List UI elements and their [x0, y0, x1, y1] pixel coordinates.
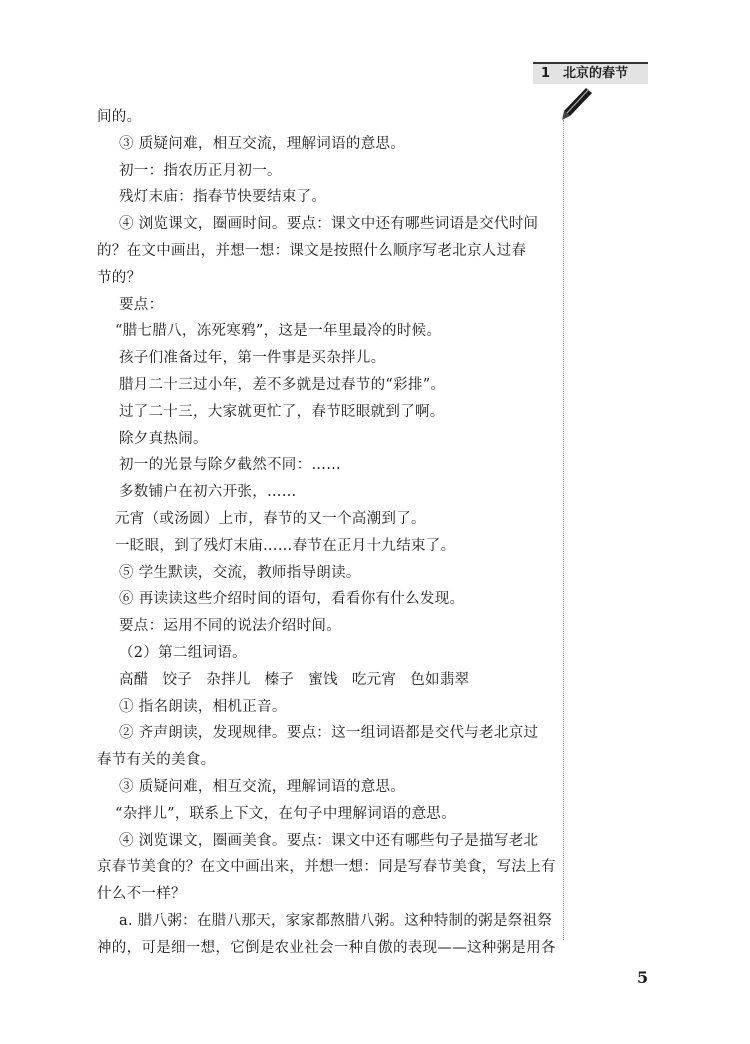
text-line: “腊七腊八，冻死寒鸦”，这是一年里最冷的时候。: [115, 323, 442, 340]
text-line: 要点：运用不同的说法介绍时间。: [119, 618, 341, 635]
text-line: a. 腊八粥：在腊八那天，家家都熬腊八粥。这种特制的粥是祭祖祭: [119, 912, 553, 929]
text-line: ③ 质疑问难，相互交流，理解词语的意思。: [119, 135, 406, 152]
text-line: 元宵（或汤圆）上市，春节的又一个高潮到了。: [115, 510, 426, 527]
text-line: 腊月二十三过小年，差不多就是过春节的“彩排”。: [119, 376, 446, 393]
text-line: ③ 质疑问难，相互交流，理解词语的意思。: [119, 778, 406, 795]
vocab-word: 色如翡翠: [410, 671, 470, 688]
text-line: ② 齐声朗读，发现规律。要点：这一组词语都是交代与老北京过: [119, 725, 539, 742]
text-line: 间的。: [97, 109, 142, 125]
text-line: 除夕真热闹。: [119, 430, 208, 447]
chapter-title: 北京的春节: [563, 66, 629, 81]
text-line: 春节有关的美食。: [97, 752, 216, 769]
pen-icon: [556, 86, 596, 122]
text-line: 多数铺户在初六开张，……: [119, 484, 297, 501]
chapter-header: [533, 62, 648, 84]
text-line: 节的？: [97, 269, 142, 286]
text-line: （2）第二组词语。: [119, 644, 247, 661]
vocab-word: 吃元宵: [351, 671, 397, 688]
text-line: 过了二十三，大家就更忙了，春节眨眼就到了啊。: [119, 403, 445, 420]
text-line: 残灯末庙：指春节快要结束了。: [119, 189, 327, 206]
page-number: 5: [637, 968, 649, 987]
text-line: 孩子们准备过年，第一件事是买杂拌儿。: [119, 350, 386, 367]
text-line: ⑥ 再读读这些介绍时间的语句，看看你有什么发现。: [119, 591, 465, 608]
text-line: 神的，可是细一想，它倒是农业社会一种自傲的表现——这种粥是用各: [97, 939, 556, 956]
vocab-word: 饺子: [162, 671, 193, 688]
vocab-word: 高醋: [119, 671, 149, 688]
chapter-number: 1: [541, 66, 551, 81]
page-body: [97, 104, 557, 962]
text-line: 初一：指农历正月初一。: [119, 162, 282, 179]
text-line: 一眨眼，到了残灯末庙……春节在正月十九结束了。: [115, 537, 456, 554]
text-line: “杂拌儿”，联系上下文，在句子中理解词语的意思。: [115, 805, 457, 822]
vocab-word: 榛子: [264, 671, 295, 688]
text-line: 什么不一样？: [97, 886, 186, 903]
text-line: 京春节美食的？在文中画出来，并想一想：同是写春节美食，写法上有: [97, 859, 556, 876]
text-line: ④ 浏览课文，圈画时间。要点：课文中还有哪些词语是交代时间: [119, 216, 539, 233]
text-line: 的？在文中画出，并想一想：课文是按照什么顺序写老北京人过春: [97, 242, 527, 259]
vocab-word: 杂拌儿: [206, 671, 251, 688]
text-line: ④ 浏览课文，圈画美食。要点：课文中还有哪些句子是描写老北: [119, 832, 539, 849]
word-group-list: [97, 667, 557, 694]
vocab-word: 蜜饯: [308, 671, 338, 688]
text-line: 初一的光景与除夕截然不同：……: [119, 457, 341, 474]
text-line: ① 指名朗读，相机正音。: [119, 698, 287, 715]
text-line: 要点：: [119, 296, 164, 313]
text-line: ⑤ 学生默读，交流，教师指导朗读。: [119, 564, 361, 581]
margin-dotted-line: [563, 120, 564, 940]
